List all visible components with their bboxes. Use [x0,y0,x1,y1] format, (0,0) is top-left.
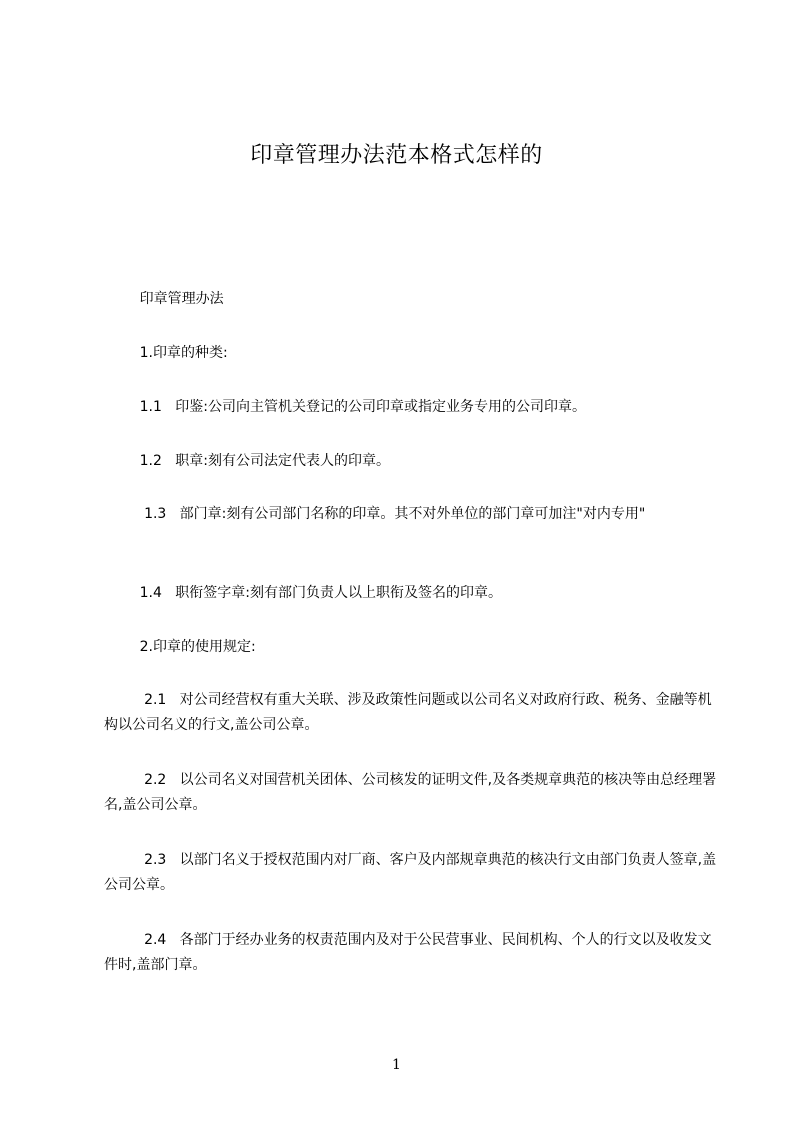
paragraph: 1.1 印鉴:公司向主管机关登记的公司印章或指定业务专用的公司印章。 [104,399,586,415]
page-number: 1 [392,1057,401,1073]
paragraph: 2.2 以公司名义对国营机关团体、公司核发的证明文件,及各类规章典范的核决等由总经理署名,盖公司公章。 [104,772,717,813]
paragraph: 2.3 以部门名义于授权范围内对厂商、客户及内部规章典范的核决行文由部门负责人签章,盖公司公章。 [104,852,717,893]
paragraph: 1.4 职衔签字章:刻有部门负责人以上职衔及签名的印章。 [104,585,502,601]
document-title: 印章管理办法范本格式怎样的 [250,143,543,168]
paragraph: 2.印章的使用规定: [104,639,256,655]
paragraph: 1.2 职章:刻有公司法定代表人的印章。 [104,453,390,469]
paragraph: 1.3 部门章:刻有公司部门名称的印章。其不对外单位的部门章可加注"对内专用" [104,506,646,522]
paragraph: 2.1 对公司经营权有重大关联、涉及政策性问题或以公司名义对政府行政、税务、金融等机构以公司名义的行文,盖公司公章。 [104,692,712,733]
paragraph: 2.4 各部门于经办业务的权责范围内及对于公民营事业、民间机构、个人的行文以及收发文件时,盖部门章。 [104,932,712,973]
paragraph: 1.印章的种类: [104,345,228,361]
paragraph: 印章管理办法 [104,291,224,307]
